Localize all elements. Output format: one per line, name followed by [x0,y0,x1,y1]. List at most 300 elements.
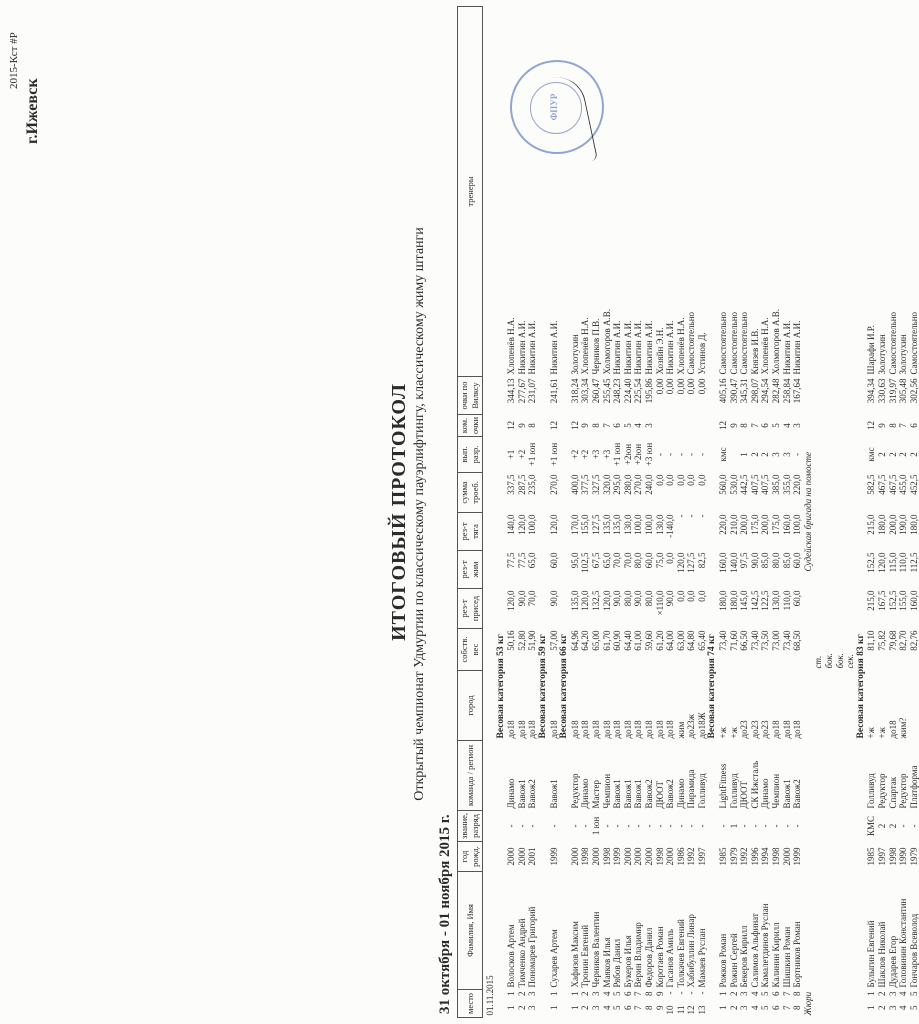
table-row [655,7,666,1018]
table-row [665,7,676,1018]
squat-cell: 0,0 [696,590,707,602]
deadlift-cell: - [696,514,707,518]
deadlift-cell: 155,0 [580,514,591,535]
name-cell: Волосков Артем [506,924,517,988]
team-cell: Чемпион [601,773,612,809]
city-cell: до18 [569,720,580,739]
coach-cell: Устинов Д. [696,332,707,375]
city-cell: до18 [643,720,654,739]
rank-cell: - [675,824,686,828]
rank-cell: - [527,824,538,828]
deadlift-cell: 200,0 [887,514,898,535]
table-row [602,7,613,1018]
bodyweight-cell: 51,90 [527,630,538,651]
team-points-cell: 6 [760,423,771,428]
city-cell: до18 [590,720,601,739]
bodyweight-cell: 71,60 [728,630,739,651]
coach-cell: Золотухин [876,334,887,375]
deadlift-cell: 120,0 [548,514,559,535]
role-spacer [813,670,824,1017]
team-points-cell [686,414,697,436]
bench-cell: 95,0 [569,552,580,569]
achieved-rank-cell: +2 [569,449,580,460]
city-cell: до23 [739,720,750,739]
team-cell: Редуктор [569,773,580,809]
bench-cell: 85,0 [781,552,792,569]
table-row [888,7,899,1018]
wilks-cell: 330,63 [876,378,887,404]
name-cell: Маяков Илья [601,937,612,988]
coach-cell: Холмогоров А.В. [601,309,612,375]
category-title: Весовая категория 74 кг [707,634,718,739]
team-points-cell: 9 [580,423,591,428]
city-cell: до18 [792,720,803,739]
birth-year-cell: 2000 [569,847,580,866]
coach-cell: Никитин А.И. [548,320,559,375]
rank-cell: - [622,824,633,828]
rank-cell: 5 [908,991,919,996]
bodyweight-cell: 61,20 [654,630,665,651]
bodyweight-cell: 50,16 [506,630,517,651]
rank-cell: - [718,824,729,828]
squat-cell: 155,0 [898,590,909,611]
birth-year-cell: 1998 [771,847,782,866]
rank-cell: 1 [506,991,517,996]
page-title: ИТОГОВЫЙ ПРОТОКОЛ [388,383,410,641]
rank-cell: - [580,824,591,828]
name-cell: Хабибуллин Линар [686,914,697,988]
bench-cell: 82,5 [696,552,707,569]
bodyweight-cell: 65,40 [696,630,707,651]
notes-row [803,7,814,1018]
team-points-cell: 8 [590,423,601,428]
bodyweight-cell: 61,00 [633,630,644,651]
table-row [729,7,740,1018]
achieved-rank-cell: +1 юн [527,442,538,467]
col-total: сумма троеб. [458,472,483,512]
table-row [697,7,708,1018]
name-cell: Тронин Евгений [580,924,591,988]
city-cell: до23ж [686,714,697,739]
col-place: место [458,990,483,1018]
birth-year-cell: 1994 [760,847,771,866]
team-points-cell: 4 [781,423,792,428]
deadlift-cell: 180,0 [876,514,887,535]
team-cell: Динамо [506,778,517,809]
deadlift-cell: 170,0 [569,514,580,535]
rank-cell: 3 [887,991,898,996]
team-cell: Чемпион [771,773,782,809]
achieved-rank-cell: - [654,452,665,456]
table-row [739,7,750,1018]
birth-year-cell: 1999 [792,847,803,866]
deadlift-cell: 140,0 [506,514,517,535]
city-cell: до18 [612,720,623,739]
wilks-cell: 405,16 [718,378,729,404]
city-cell: до18 [887,720,898,739]
wilks-cell: 298,07 [749,378,760,404]
name-cell: Федоров Данил [643,927,654,988]
bodyweight-cell: 64,40 [622,630,633,651]
team-cell: Вавож1 [612,779,623,809]
table-row [633,7,644,1018]
achieved-rank-cell: кмс [866,447,877,462]
birth-year-cell: 1997 [696,847,707,866]
team-points-cell: 8 [739,423,750,428]
achieved-rank-cell: +3 [601,449,612,460]
referee-role-row [813,7,824,1018]
rank-cell: 6 [771,991,782,996]
bodyweight-cell: 73,00 [771,630,782,651]
city-cell: жим [675,721,686,739]
total-cell: 385,0 [771,474,782,495]
col-coaches: тренеры [458,7,483,377]
squat-cell: 215,0 [866,590,877,611]
bench-cell: 60,0 [548,552,559,569]
birth-year-cell: 1990 [898,847,909,866]
squat-cell: 132,5 [590,590,601,611]
name-cell: Мамаев Руслан [696,928,707,988]
wilks-cell: 294,54 [760,378,771,404]
total-cell: 0,0 [675,474,686,486]
bench-cell: 60,0 [643,552,654,569]
rank-cell: - [665,991,676,995]
achieved-rank-cell: +1 [506,449,517,460]
referee-role-row [845,7,856,1018]
col-achieved-rank: вып. разр. [458,436,483,472]
wilks-cell: 277,67 [516,378,527,404]
bench-cell: 80,0 [633,552,644,569]
category-spacer [538,740,549,1017]
total-cell: 0,0 [665,474,676,486]
deadlift-cell: 100,0 [633,514,644,535]
wilks-cell: 167,64 [792,378,803,404]
total-cell: 320,0 [601,474,612,495]
team-cell: Голливуд [696,773,707,809]
team-cell: Платформа [908,765,919,809]
wilks-cell: 225,54 [633,378,644,404]
rank-cell: 2 [580,991,591,996]
coach-cell: Черников П.В. [590,318,601,375]
team-cell: ДЮОТ [739,780,750,809]
table-row [760,7,771,1018]
coach-cell: Никитин А.И. [781,320,792,375]
name-cell: Толкачев Евгений [675,919,686,988]
team-points-cell [665,414,676,436]
col-wilks: очки по Вилксу [458,376,483,414]
total-cell: 0,0 [686,474,697,486]
team-cell: Динамо [580,778,591,809]
rank-cell: 3 [590,991,601,996]
wilks-cell: 258,84 [781,378,792,404]
team-points-cell: 3 [643,423,654,428]
rank-cell: 2 [876,823,887,829]
rank-cell: 4 [898,991,909,996]
place-cell: 4 [898,1005,909,1010]
coach-cell: Хлопенёв Н.А. [760,317,771,375]
total-cell: 235,0 [527,474,538,495]
city-cell: до18Ж [696,712,707,739]
table-row [718,7,729,1018]
achieved-rank-cell: +2 [516,449,527,460]
deadlift-cell: - [675,514,686,518]
birth-year-cell: 2000 [516,847,527,866]
deadlift-cell: 130,0 [622,514,633,535]
achieved-rank-cell: 2 [876,452,887,457]
rank-cell: - [643,824,654,828]
bodyweight-cell: 64,80 [686,630,697,651]
place-cell: 2 [580,1005,591,1010]
place-cell: 1 [548,1005,559,1010]
bench-cell: 0,0 [665,552,676,564]
event-dates: 31 октября - 01 ноября 2015 г. [437,814,453,1014]
deadlift-cell: 175,0 [749,514,760,535]
bodyweight-cell: 65,00 [590,630,601,651]
name-cell: Бортников Роман [792,921,803,988]
rank-cell: - [569,824,580,828]
achieved-rank-cell: +2юн [633,443,644,466]
col-team: команда / регион [458,740,483,810]
bodyweight-cell: 57,00 [548,630,559,651]
rank-cell: - [792,824,803,828]
name-cell: Булыгин Евгений [866,920,877,988]
wilks-cell: 318,24 [569,378,580,404]
name-cell: Головинин Константин [898,898,909,988]
squat-cell: 70,0 [527,590,538,607]
achieved-rank-cell: 2 [760,452,771,457]
squat-cell: 90,0 [548,590,559,607]
category-spacer [707,740,718,1017]
table-row [612,7,623,1018]
wilks-cell: 305,48 [898,378,909,404]
rank-cell: - [908,824,919,828]
team-cell: Мастер [590,780,601,809]
squat-cell: 180,0 [718,590,729,611]
team-cell: Вавож1 [633,779,644,809]
rank-cell: 1 [866,991,877,996]
place-cell: 8 [792,1005,803,1010]
name-cell: Дударев Егор [887,935,898,988]
squat-cell: 60,0 [792,590,803,607]
city-cell: до18 [506,720,517,739]
deadlift-cell: 135,0 [601,514,612,535]
team-points-cell [697,414,708,436]
rank-cell: 1 [718,991,729,996]
referee-team-label: Судейская бригада на помосте [802,452,813,572]
total-cell: 467,5 [876,474,887,495]
achieved-rank-cell: - [675,452,686,456]
rank-cell: - [633,824,644,828]
date-row [483,7,496,1018]
total-cell: 377,5 [580,474,591,495]
category-header [856,7,867,1018]
total-cell: 452,5 [908,474,919,495]
deadlift-cell: 190,0 [898,514,909,535]
squat-cell: 80,0 [643,590,654,607]
rank-cell: - [898,824,909,828]
deadlift-cell: 127,5 [590,514,601,535]
name-cell: Шаклов Николай [876,921,887,988]
rank-cell: 2 [516,991,527,996]
wilks-cell: 195,86 [643,378,654,404]
rank-cell: - [739,824,750,828]
place-cell: 6 [622,1005,633,1010]
team-cell: Вавож2 [792,779,803,809]
role-spacer [835,670,846,1017]
coach-cell: Никитин А.И. [792,320,803,375]
table-row [909,7,919,1018]
achieved-rank-cell: 2 [898,452,909,457]
team-cell: СК Ижсталь [749,760,760,809]
achieved-rank-cell: +1 юн [548,442,559,467]
category-title: Весовая категория 59 кг [537,634,548,739]
birth-year-cell: 1992 [739,847,750,866]
place-cell: 5 [760,1005,771,1010]
rank-cell: 7 [633,991,644,996]
wilks-cell: 0,00 [696,378,707,395]
team-cell: Вавож2 [527,779,538,809]
city-cell: до18 [633,720,644,739]
place-cell: 5 [612,1005,623,1010]
place-cell: 13 [696,1005,707,1015]
col-bench: рез-т жим [458,550,483,588]
team-cell: Спартак [887,776,898,809]
wilks-cell: 319,97 [887,378,898,404]
total-cell: 0,0 [654,474,665,486]
birth-year-cell: 1979 [728,847,739,866]
coach-cell: Самостоятельно [739,311,750,375]
team-cell: Пирамида [686,769,697,809]
date-cell: 01.11.2015 [485,975,495,1016]
place-cell: 2 [728,1005,739,1010]
city-cell: до18 [665,720,676,739]
city-label: г.Ижевск [24,78,41,144]
table-row [771,7,782,1018]
city-cell: до18 [580,720,591,739]
achieved-rank-cell: - [665,452,676,456]
col-name: Фамилия, Имя [458,872,483,990]
squat-cell: 145,0 [739,590,750,611]
bench-cell: 80,0 [771,552,782,569]
birth-year-cell: 1999 [548,847,559,866]
total-cell: 442,5 [739,474,750,495]
team-points-cell: 9 [728,423,739,428]
birth-year-cell: 1992 [686,847,697,866]
rank-cell: - [548,824,559,828]
wilks-cell: 345,31 [739,378,750,404]
birth-year-cell: 1985 [866,847,877,866]
category-spacer [856,740,867,1017]
col-city: город [458,670,483,740]
team-cell: ДЮОТ [654,780,665,809]
rank-cell: - [665,824,676,828]
table-row [623,7,634,1018]
name-cell: Рожин Сергей [728,933,739,988]
bodyweight-cell: 68,50 [792,630,803,651]
bodyweight-cell: 81,10 [866,630,877,651]
team-cell: Голливуд [866,773,877,809]
place-cell: 3 [527,1005,538,1010]
rank-cell: 8 [643,991,654,996]
achieved-rank-cell: кмс [718,447,729,462]
coach-cell: Золотухин [898,334,909,375]
bodyweight-cell: 63,00 [675,630,686,651]
rank-cell: 1 [728,823,739,829]
birth-year-cell: 2000 [633,847,644,866]
referee-role-row [824,7,835,1018]
deadlift-cell: 100,0 [792,514,803,535]
squat-cell: 90,0 [612,590,623,607]
rank-cell: 3 [527,991,538,996]
coach-cell: Никитин А.И. [622,320,633,375]
col-team-points: ком. очки [458,414,483,436]
referee-role: бок. [834,653,845,669]
city-cell: до18 [654,720,665,739]
place-cell: 2 [516,1005,527,1010]
coach-cell: Хлопенёв Н.А. [580,317,591,375]
deadlift-cell: - [686,514,697,518]
rank-cell: 1 юн [590,816,601,836]
rank-cell: 1 [569,991,580,996]
coach-cell: Хозяйн Э.Н. [654,327,665,375]
category-spacer [496,740,507,1017]
deadlift-cell: 160,0 [781,514,792,535]
squat-cell: 80,0 [622,590,633,607]
achieved-rank-cell: +1 юн [612,442,623,467]
achieved-rank-cell: 3 [771,452,782,457]
coach-cell: Самостоятельно [908,311,919,375]
wilks-cell: 394,34 [866,378,877,404]
name-cell: Тимченко Андрей [516,918,527,988]
birth-year-cell: 2001 [527,847,538,866]
bench-cell: 152,5 [866,552,877,573]
name-cell: Бекеров Кирилл [739,925,750,988]
place-cell: 5 [908,1005,919,1010]
team-cell: Редуктор [898,773,909,809]
coach-cell: Никитин А.И. [527,320,538,375]
total-cell: 280,0 [622,474,633,495]
achieved-rank-cell: +3 юн [643,442,654,467]
total-cell: 530,0 [728,474,739,495]
achieved-rank-cell: 2 [908,452,919,457]
bodyweight-cell: 64,20 [580,630,591,651]
city-cell: до23 [749,720,760,739]
squat-cell: 0,0 [675,590,686,602]
rank-cell: 6 [622,991,633,996]
rank-cell: - [696,824,707,828]
deadlift-cell: 200,0 [739,514,750,535]
team-points-cell [676,414,687,436]
city-cell [909,670,919,740]
team-points-cell: 12 [506,420,517,430]
team-points-cell: 9 [516,423,527,428]
squat-cell: 0,0 [686,590,697,602]
bench-cell: 140,0 [728,552,739,573]
total-cell: 455,0 [898,474,909,495]
rank-cell: 9 [654,991,665,996]
place-cell: 2 [876,1005,887,1010]
bench-cell: 115,0 [887,552,898,573]
total-cell: 270,0 [633,474,644,495]
place-cell: 4 [601,1005,612,1010]
rank-cell: - [516,824,527,828]
place-cell: 1 [506,1005,517,1010]
place-cell: 8 [643,1005,654,1010]
achieved-rank-cell [729,436,740,472]
col-rank: звание, разряд [458,810,483,841]
name-cell: Гончаров Всеволод [908,913,919,988]
city-cell: до18 [527,720,538,739]
